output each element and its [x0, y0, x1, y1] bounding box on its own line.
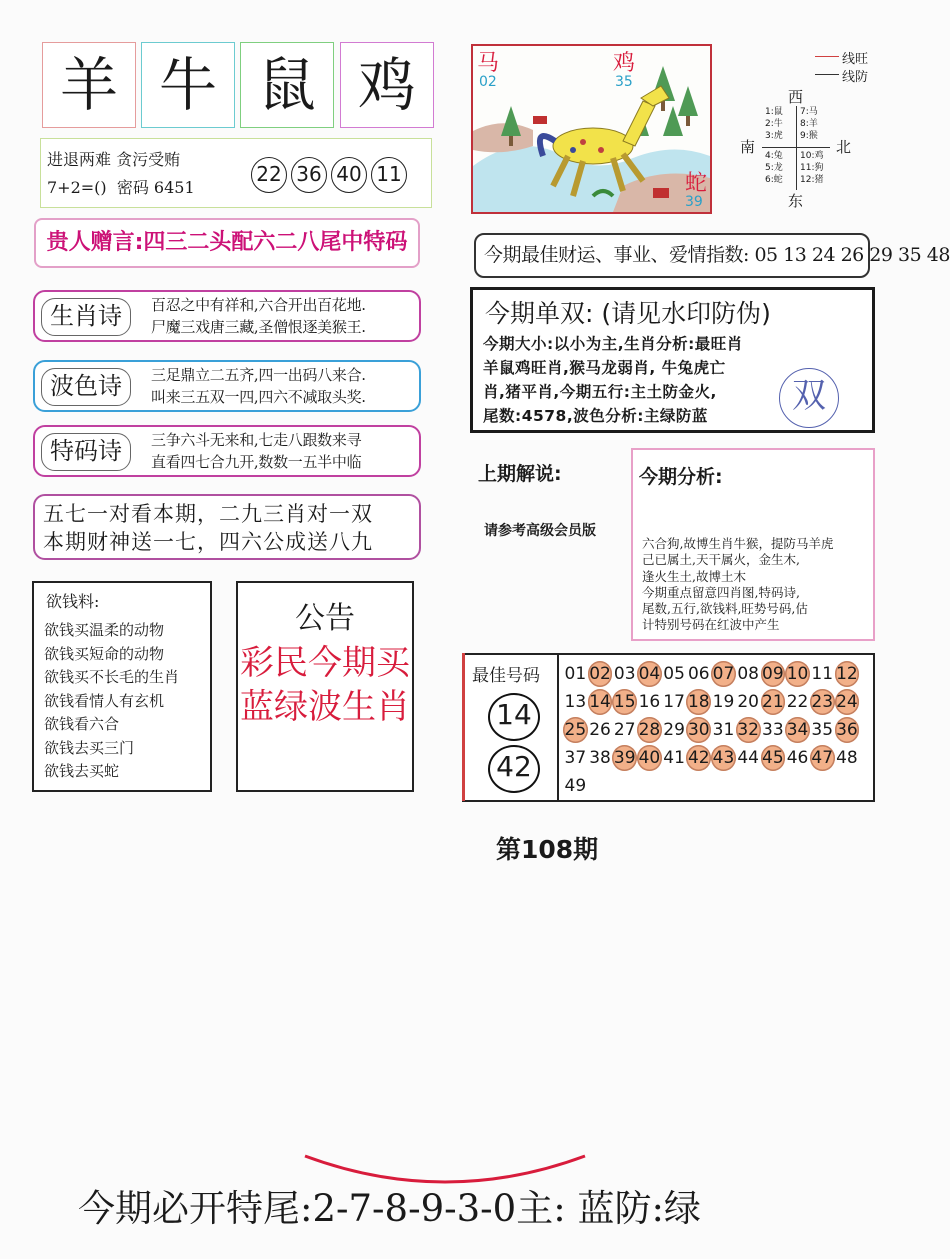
danshuang-line: 肖,猪平肖,今期五行:主土防金火, — [483, 383, 717, 401]
number: 27 — [613, 720, 636, 740]
highlighted-number: 39 — [612, 745, 637, 771]
notice-box — [236, 581, 414, 792]
number: 44 — [737, 748, 759, 768]
wuqi-line: 五七一对看本期，二九三肖对一双 — [43, 502, 373, 526]
analysis-box — [631, 448, 875, 641]
highlighted-number: 14 — [588, 689, 613, 715]
poem-label: 波色诗 — [41, 368, 131, 406]
notice-body — [238, 641, 412, 729]
number: 20 — [737, 692, 759, 712]
highlighted-number: 21 — [761, 689, 786, 715]
zodiac-box-4: 鸡 — [340, 42, 434, 128]
poem-line: 三足鼎立二五齐,四一出码八来合. — [151, 366, 366, 384]
highlighted-number: 07 — [711, 661, 736, 687]
number: 38 — [589, 748, 611, 768]
analysis-line: 己已属土,天干属火，金生木, — [642, 552, 800, 568]
best-numbers-label: 最佳号码 — [472, 666, 540, 686]
legend-line-red — [815, 56, 839, 57]
yuqian-title: 欲钱料: — [46, 592, 100, 611]
highlighted-number: 10 — [785, 661, 810, 687]
last-period-text: 请参考高级会员版 — [484, 523, 596, 539]
number: 16 — [638, 692, 661, 712]
analysis-line: 今期重点留意四肖图,特码诗, — [642, 584, 800, 600]
highlighted-number: 02 — [588, 661, 613, 687]
compass-cell: 9:猴 — [800, 131, 818, 141]
highlighted-number: 40 — [637, 745, 662, 771]
separator — [557, 655, 559, 801]
pic-label-snake: 蛇 — [685, 171, 708, 196]
period-label: 第108期 — [496, 835, 599, 864]
notice-line: 彩民今期买 — [240, 643, 410, 683]
analysis-body — [642, 536, 868, 634]
direction-east: 东 — [788, 192, 804, 210]
number: 08 — [737, 664, 759, 684]
highlighted-number: 47 — [810, 745, 835, 771]
highlighted-number: 23 — [810, 689, 835, 715]
poem-bose — [33, 360, 421, 412]
number: 49 — [564, 776, 587, 796]
list-item: 欲钱去买蛇 — [44, 762, 120, 780]
highlighted-number: 30 — [686, 717, 711, 743]
number: 41 — [663, 748, 685, 768]
danshuang-line: 羊鼠鸡旺肖,猴马龙弱肖, 牛兔虎亡 — [483, 359, 726, 377]
compass-cell: 7:马 — [800, 107, 818, 117]
analysis-line: 六合狗,故博生肖牛猴，提防马羊虎 — [642, 536, 834, 551]
yuqian-box — [32, 581, 212, 792]
poem-tema — [33, 425, 421, 477]
poem-label: 特码诗 — [41, 433, 131, 471]
highlighted-number: 12 — [835, 661, 860, 687]
list-item: 欲钱看情人有玄机 — [44, 691, 165, 710]
poem-line: 叫来三五双一四,四六不减取头奖. — [151, 388, 366, 406]
pick-circle: 42 — [488, 745, 540, 793]
number: 17 — [663, 692, 685, 712]
info-box — [40, 138, 432, 208]
danshuang-line: 尾数:4578,波色分析:主绿防蓝 — [483, 407, 708, 425]
highlighted-number: 36 — [835, 717, 860, 743]
poem-line: 尸魔三戏唐三藏,圣僧恨逐美猴王. — [151, 318, 366, 336]
compass-cell: 10:鸡 — [800, 151, 824, 161]
direction-west: 西 — [788, 88, 804, 106]
analysis-line: 尾数,五行,欲钱料,旺势号码,估 — [642, 601, 808, 617]
analysis-line: 逢火生土,故博土木 — [642, 568, 746, 584]
info-line-1: 进退两难 贪污受贿 — [47, 150, 181, 169]
highlighted-number: 28 — [637, 717, 662, 743]
highlighted-number: 43 — [711, 745, 736, 771]
zodiac-box-2: 牛 — [141, 42, 235, 128]
horse-illustration — [471, 44, 712, 214]
poem-line: 百忍之中有祥和,六合开出百花地. — [151, 296, 366, 314]
circled-number: 11 — [371, 157, 407, 193]
highlighted-number: 18 — [686, 689, 711, 715]
number: 22 — [786, 692, 809, 712]
compass-cell: 6:蛇 — [765, 175, 783, 185]
compass-cell: 5:龙 — [765, 163, 783, 173]
number-grid — [563, 661, 873, 801]
notice-title: 公告 — [295, 601, 355, 636]
list-item: 欲钱买短命的动物 — [44, 644, 165, 663]
danshuang-title: 今期单双: (请见水印防伪) — [485, 299, 771, 328]
info-line-2 — [47, 175, 195, 198]
watermark-stamp: 双 — [779, 368, 839, 428]
highlighted-number: 24 — [835, 689, 860, 715]
pic-number: 02 — [479, 74, 497, 90]
poem-shengxiao — [33, 290, 421, 342]
compass-cell: 8:羊 — [800, 119, 818, 129]
pic-number: 39 — [685, 194, 703, 210]
code-text: 密码 6451 — [116, 178, 195, 197]
zodiac-box-1: 羊 — [42, 42, 136, 128]
highlighted-number: 04 — [637, 661, 662, 687]
number: 01 — [564, 664, 587, 684]
number: 26 — [589, 720, 611, 740]
number: 35 — [811, 720, 834, 740]
poem-label: 生肖诗 — [41, 298, 131, 336]
compass-cell: 1:鼠 — [765, 107, 783, 117]
danshuang-line: 今期大小:以小为主,生肖分析:最旺肖 — [483, 335, 743, 353]
legend-line-black — [815, 74, 839, 75]
danshuang-box — [470, 287, 875, 433]
poem-line: 直看四七合九开,数数一五半中临 — [151, 453, 362, 471]
direction-south: 南 — [740, 138, 756, 156]
last-period-title: 上期解说: — [478, 463, 562, 485]
number: 03 — [613, 664, 636, 684]
best-index-box: 今期最佳财运、事业、爱情指数: 05 13 24 26 29 35 48 — [474, 233, 870, 278]
highlighted-number: 15 — [612, 689, 637, 715]
notice-line: 蓝绿波生肖 — [240, 687, 410, 727]
highlighted-number: 42 — [686, 745, 711, 771]
compass-cell: 2:牛 — [765, 119, 783, 129]
highlighted-number: 25 — [563, 717, 588, 743]
legend-text: 线旺 — [842, 52, 869, 67]
number: 33 — [762, 720, 784, 740]
number: 37 — [564, 748, 587, 768]
number: 19 — [712, 692, 735, 712]
circled-number: 40 — [331, 157, 367, 193]
wuqi-line: 本期财神送一七，四六公成送八九 — [43, 530, 373, 554]
compass-diagram — [730, 44, 890, 214]
compass-cell: 4:兔 — [765, 151, 783, 161]
number: 06 — [687, 664, 710, 684]
red-edge — [462, 653, 465, 801]
highlighted-number: 34 — [785, 717, 810, 743]
circled-number: 36 — [291, 157, 327, 193]
number: 31 — [712, 720, 735, 740]
compass-vline — [796, 106, 797, 190]
pic-label-horse: 马 — [477, 51, 500, 76]
number: 11 — [811, 664, 834, 684]
number: 13 — [564, 692, 587, 712]
compass-cell: 12:猪 — [800, 175, 824, 185]
number: 29 — [663, 720, 685, 740]
analysis-title: 今期分析: — [639, 466, 723, 488]
pic-label-rooster: 鸡 — [613, 51, 636, 76]
bottom-banner: 今期必开特尾:2-7-8-9-3-0主: 蓝防:绿 — [78, 1187, 701, 1230]
analysis-line: 计特别号码在红波中产生 — [642, 617, 780, 633]
riddle-text: 7+2=() — [47, 178, 107, 197]
number: 05 — [663, 664, 685, 684]
compass-cell: 11:狗 — [800, 163, 824, 173]
wuqi-box — [33, 494, 421, 560]
list-item: 欲钱看六合 — [44, 715, 120, 733]
horse-drawing — [473, 46, 710, 212]
list-item: 欲钱去买三门 — [44, 738, 135, 757]
number: 46 — [786, 748, 809, 768]
zodiac-box-3: 鼠 — [240, 42, 334, 128]
compass-hline — [762, 147, 830, 148]
pic-number: 35 — [615, 74, 633, 90]
legend-text: 线防 — [842, 70, 869, 85]
yuqian-list — [44, 619, 179, 784]
guiren-banner: 贵人赠言:四三二头配六二八尾中特码 — [34, 218, 420, 268]
number: 48 — [836, 748, 858, 768]
direction-north: 北 — [836, 138, 852, 156]
poem-line: 三争六斗无来和,七走八跟数来寻 — [151, 431, 362, 449]
list-item: 欲钱买温柔的动物 — [44, 621, 165, 639]
pick-circle: 14 — [488, 693, 540, 741]
highlighted-number: 32 — [736, 717, 761, 743]
compass-cell: 3:虎 — [765, 131, 783, 141]
best-numbers-box — [462, 653, 875, 802]
list-item: 欲钱买不长毛的生肖 — [44, 668, 180, 686]
highlighted-number: 09 — [761, 661, 786, 687]
highlighted-number: 45 — [761, 745, 786, 771]
circled-number: 22 — [251, 157, 287, 193]
